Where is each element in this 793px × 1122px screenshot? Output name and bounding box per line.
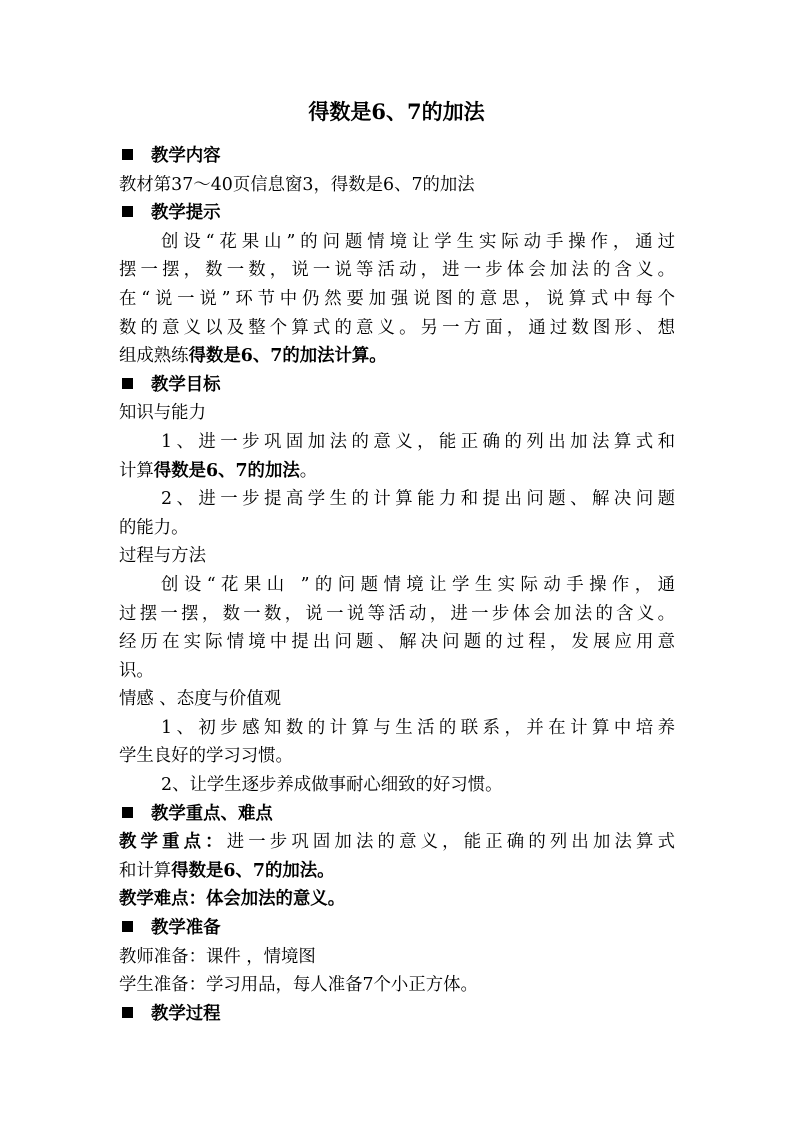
paragraph-line: 教师准备：课件 ，情境图 (119, 946, 316, 967)
square-bullet-icon (122, 206, 133, 217)
paragraph-line (119, 457, 675, 486)
section-heading-keypoints (119, 800, 675, 829)
heading-text: 教学过程 (151, 1003, 221, 1024)
text-run: 。 (299, 460, 318, 481)
paragraph-line: 学生准备：学习用品，每人准备7个小正方体。 (119, 975, 478, 996)
document-title: 得数是6、7的加法 (308, 99, 485, 124)
heading-text: 教学重点、难点 (151, 803, 273, 824)
subheading: 知识与能力 (119, 403, 206, 424)
paragraph-line: 经历在实际情境中提出问题、解决问题的过程，发展应用意 (119, 632, 675, 653)
heading-text: 教学目标 (151, 374, 221, 395)
paragraph-line (119, 342, 675, 371)
square-bullet-icon (122, 1007, 133, 1018)
paragraph-line: 1、初步感知数的计算与生活的联系，并在计算中培养 (161, 717, 675, 738)
section-heading-preparation (119, 914, 675, 943)
paragraph-line: 创设“花果山 ”的问题情境让学生实际动手操作，通 (161, 574, 675, 595)
paragraph-line: 在“说一说”环节中仍然要加强说图的意思，说算式中每个 (119, 288, 675, 309)
section-heading-hints (119, 199, 675, 228)
text-run: 和计算 (119, 860, 172, 881)
paragraph-line: 1、进一步巩固加法的意义，能正确的列出加法算式和 (161, 431, 675, 452)
subheading: 情感 、态度与价值观 (119, 689, 282, 710)
paragraph-line: 的能力。 (119, 517, 189, 538)
bold-text-run: 得数是6、7的加法。 (171, 860, 335, 881)
section-heading-content (119, 142, 675, 171)
bold-text-run: 得数是6、7的加法 (153, 460, 300, 481)
heading-text: 教学内容 (151, 146, 221, 166)
document-body (119, 142, 675, 1028)
text-run: 组成熟练 (119, 346, 189, 367)
text-run: 进一步巩固加法的意义，能正确的列出加法算式 (226, 832, 675, 853)
square-bullet-icon (122, 807, 133, 818)
paragraph-line: 2、让学生逐步养成做事耐心细致的好习惯。 (161, 775, 503, 796)
square-bullet-icon (122, 149, 133, 160)
paragraph-line: 学生良好的学习习惯。 (119, 746, 293, 767)
paragraph-line: 摆一摆，数一数，说一说等活动，进一步体会加法的含义。 (119, 260, 675, 281)
paragraph-line: 过摆一摆，数一数，说一说等活动，进一步体会加法的含义。 (119, 603, 675, 624)
paragraph-line (119, 857, 675, 886)
bold-text-run: 得数是6、7的加法计算。 (188, 346, 387, 367)
section-heading-objectives (119, 371, 675, 400)
paragraph-line: 数的意义以及整个算式的意义。另一方面，通过数图形、想 (119, 317, 675, 338)
paragraph-line: 识。 (119, 660, 154, 681)
section-heading-process (119, 1000, 675, 1029)
text-run: 计算 (119, 460, 154, 481)
heading-text: 教学准备 (151, 918, 221, 939)
paragraph-line (119, 828, 675, 857)
content-text: 教材第37～40页信息窗3，得数是6、7的加法 (119, 174, 475, 195)
square-bullet-icon (122, 378, 133, 389)
paragraph-line: 教学难点：体会加法的意义。 (119, 889, 346, 910)
bold-text-run: 教学重点： (119, 832, 227, 853)
square-bullet-icon (122, 921, 133, 932)
heading-text: 教学提示 (151, 203, 221, 224)
paragraph-line: 2、进一步提高学生的计算能力和提出问题、解决问题 (161, 489, 675, 510)
subheading: 过程与方法 (119, 546, 206, 567)
paragraph-line: 创设“花果山”的问题情境让学生实际动手操作，通过 (161, 231, 675, 252)
